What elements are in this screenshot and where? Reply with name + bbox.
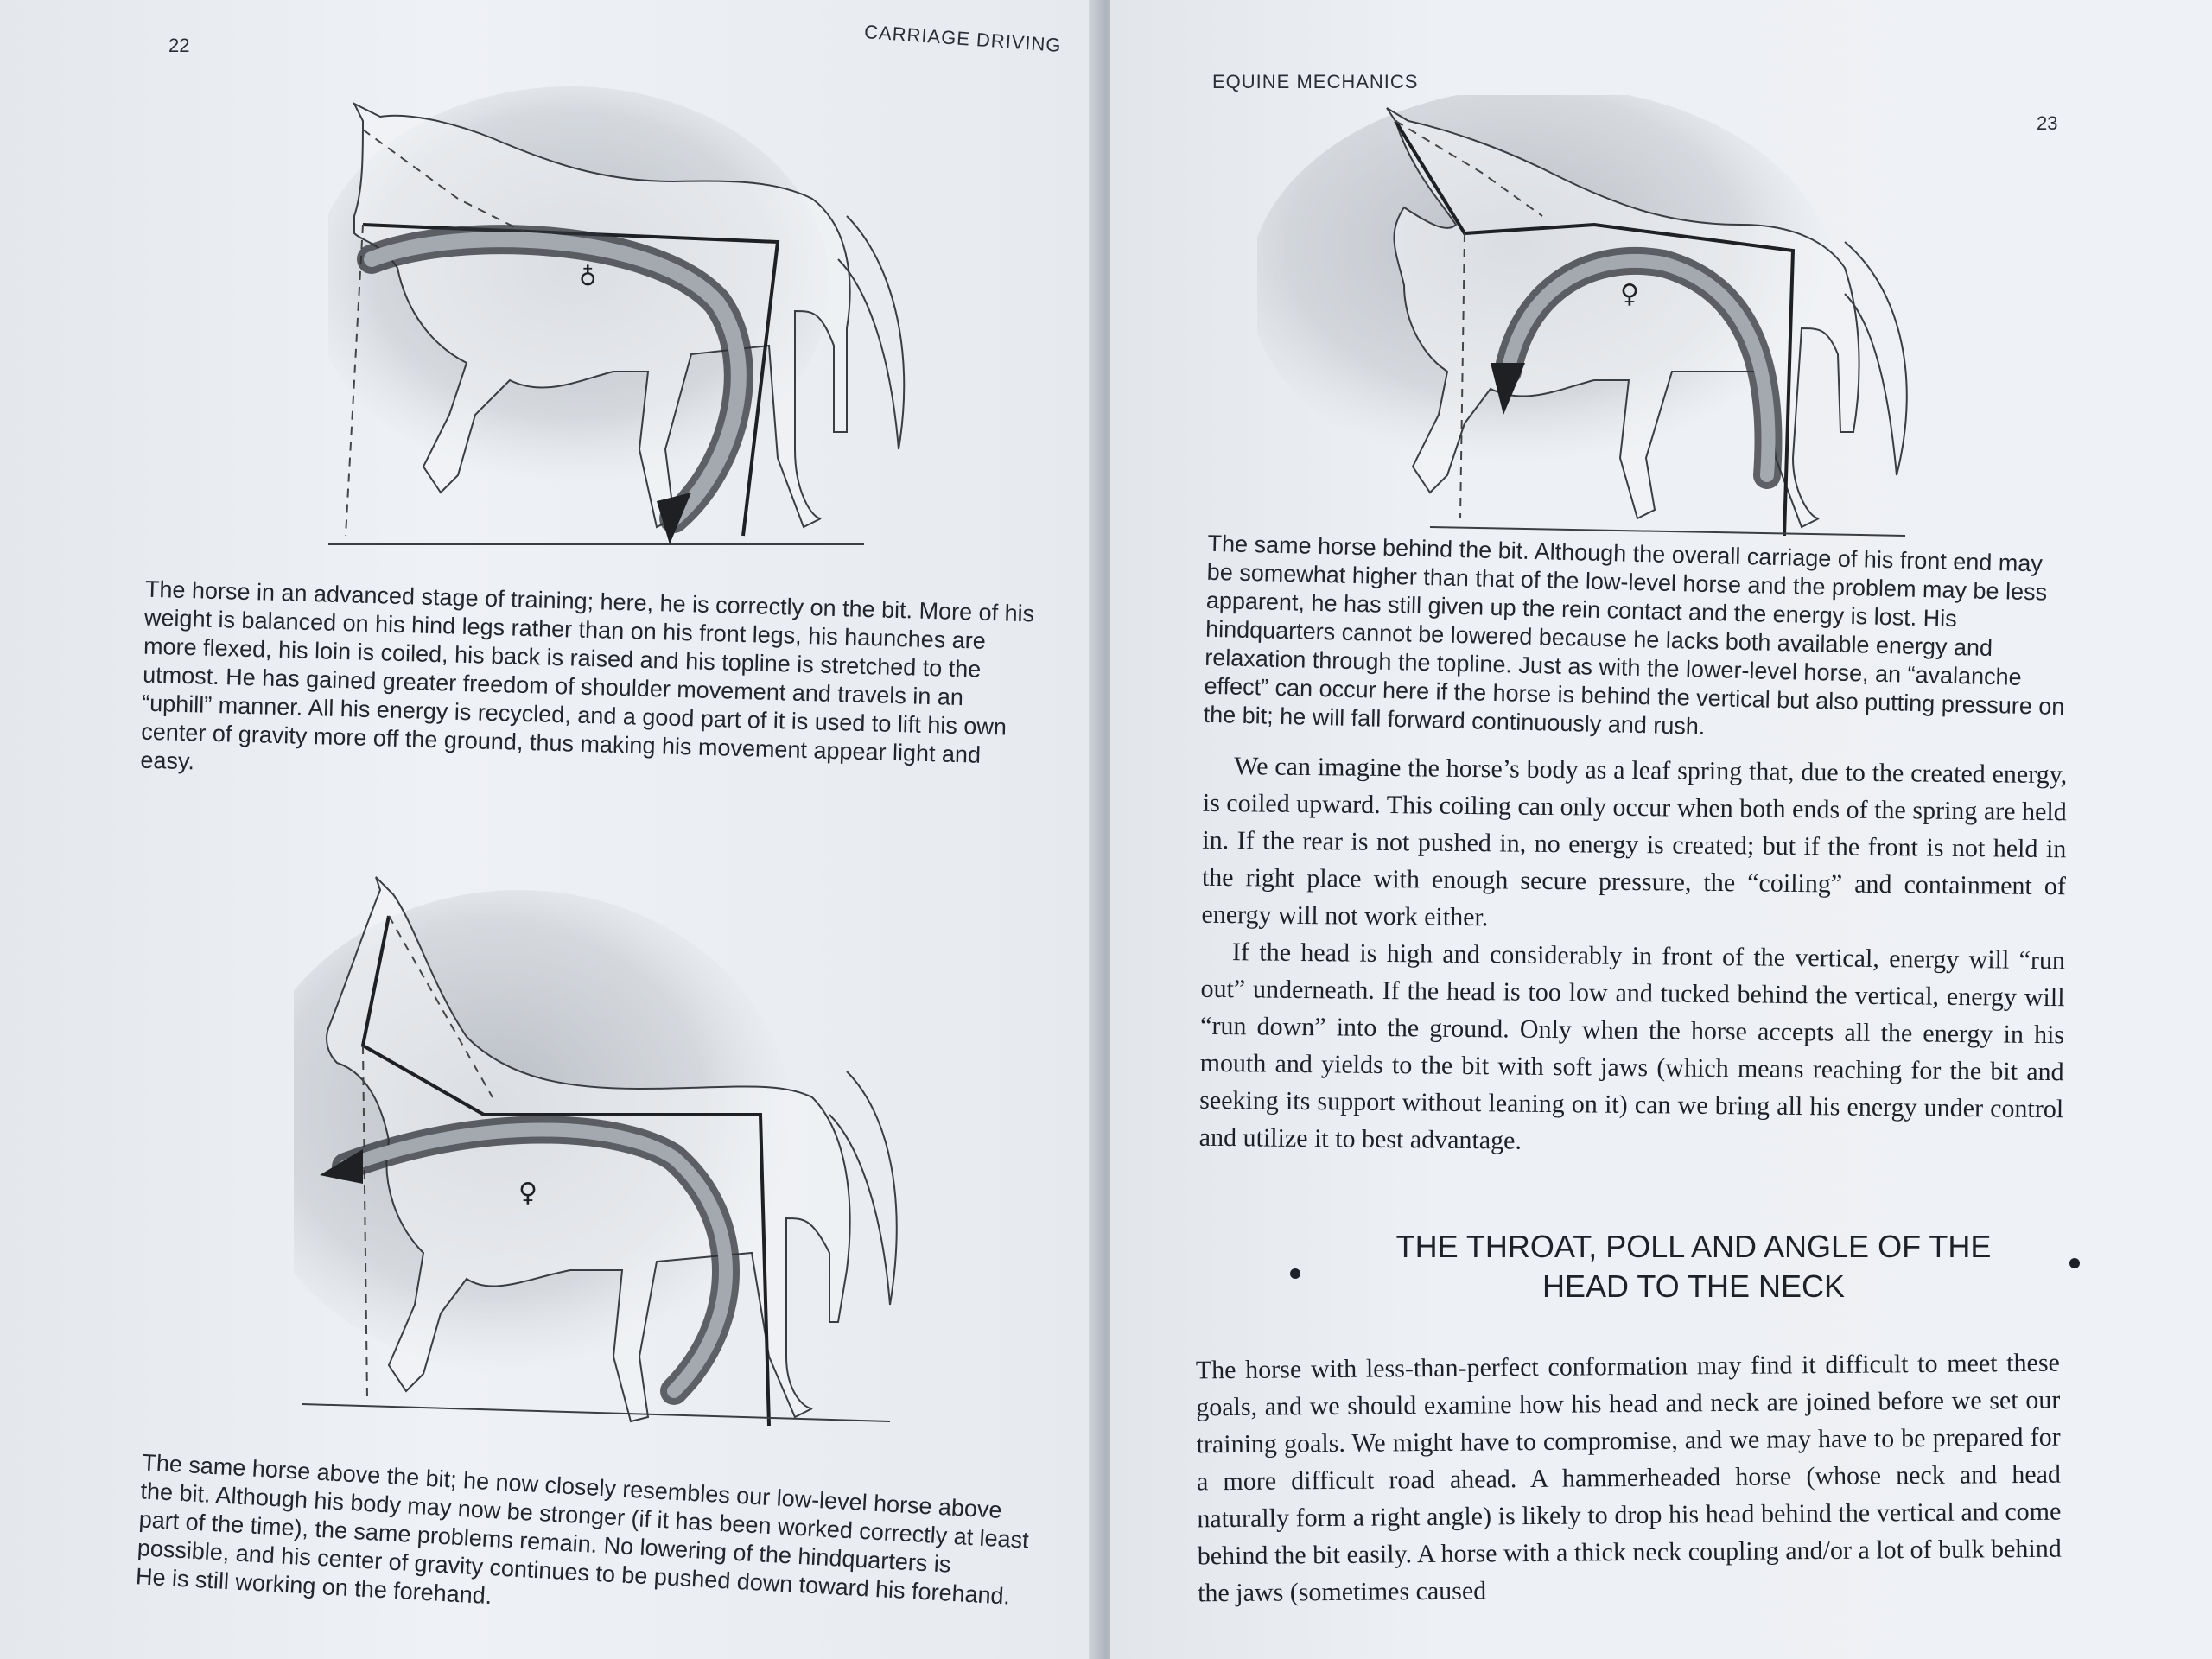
left-page	[0, 0, 1102, 1659]
heading-bullet-right	[2069, 1258, 2080, 1268]
figure-caption-top: The same horse behind the bit. Although the overall carriage of his front end may be somewhat higher than that of the low-level horse and the problem may be less apparent, he has still given up the rein contact and the energy is lost. His hindquarters cannot be lowered because he lacks both available energy and relaxation through the topline. Just as with the lower-level horse, an “avalanche effect” can occur here if the horse is behind the vertical but also putting pressure on the bit; he will fall forward continuously and rush.	[1203, 530, 2065, 740]
section-body-text	[1196, 1344, 2063, 1612]
page-number: 23	[2037, 112, 2058, 134]
body-text	[1199, 747, 2068, 1165]
figure-caption-top: The horse in an advanced stage of training; here, he is correctly on the bit. More of his weight is balanced on his hind legs rather than on his front legs, his haunches are more flexed, his loin is coiled, his back is raised and his topline is stretched to the utmost. He has gained greater freedom of shoulder movement and travels in an “uphill” manner. All his energy is recycled, and a good part of it is used to lift his own center of gravity more off the ground, thus making his movement appear light and easy.	[140, 575, 1035, 775]
section-heading	[1335, 1227, 2052, 1306]
paragraph: The horse with less-than-perfect conformation may find it difficult to meet these goals, and we should examine how his head and neck are joined before we set our training goals. We might have to compromise, and we may have to be prepared for a more difficult road ahead. A hammerheaded horse (whose neck and head naturally form a right angle) is likely to drop his head behind the vertical and come behind the bit easily. A horse with a thick neck coupling and/or a lot of bulk behind the jaws (sometimes caused	[1195, 1348, 2062, 1608]
paragraph: We can imagine the horse’s body as a leaf spring that, due to the created energy, is coiled upward. This coiling can only occur when both ends of the spring are held in. If the rear is not pushed in, no energy is created; but if the front is not held in the right place with enough secure pressure, the “coiling” and containment of energy will not work either.	[1201, 752, 2068, 932]
horse-behind-bit-illustration	[1257, 95, 1948, 553]
figure-caption-bottom: The same horse above the bit; he now closely resembles our low-level horse above the bit. Although his body may now be stronger (if it has been worked correctly at least part of the time), the same problems remain. No lowering of the hindquarters is possible, and his center of gravity continues to be pushed down toward his forehand. He is still working on the forehand.	[135, 1449, 1030, 1610]
section-heading-line: HEAD TO THE NECK	[1541, 1268, 1846, 1304]
svg-text:♀: ♀	[518, 1178, 537, 1208]
paragraph: If the head is high and considerably in front of the vertical, energy will “run out” underneath. If the head is too low and tucked behind the vertical, energy will “run down” into the ground. Only when the horse accepts all the energy in his mouth and yields to the bit with soft jaws (which means reaching for the bit and seeking its support without leaning on it) can we bring all his energy under control and utilize it to best advantage.	[1198, 938, 2066, 1155]
running-head: CARRIAGE DRIVING	[863, 21, 1063, 56]
section-heading-line: THE THROAT, POLL AND ANGLE OF THE	[1395, 1229, 1992, 1264]
horse-on-bit-illustration	[328, 86, 950, 570]
svg-text:♁: ♁	[579, 263, 597, 291]
running-head: EQUINE MECHANICS	[1212, 71, 1419, 92]
right-page	[1110, 0, 2212, 1659]
heading-bullet-left	[1290, 1268, 1300, 1279]
page-number: 22	[168, 35, 190, 56]
horse-above-bit-illustration	[294, 873, 933, 1434]
svg-text:♀: ♀	[1620, 279, 1639, 309]
